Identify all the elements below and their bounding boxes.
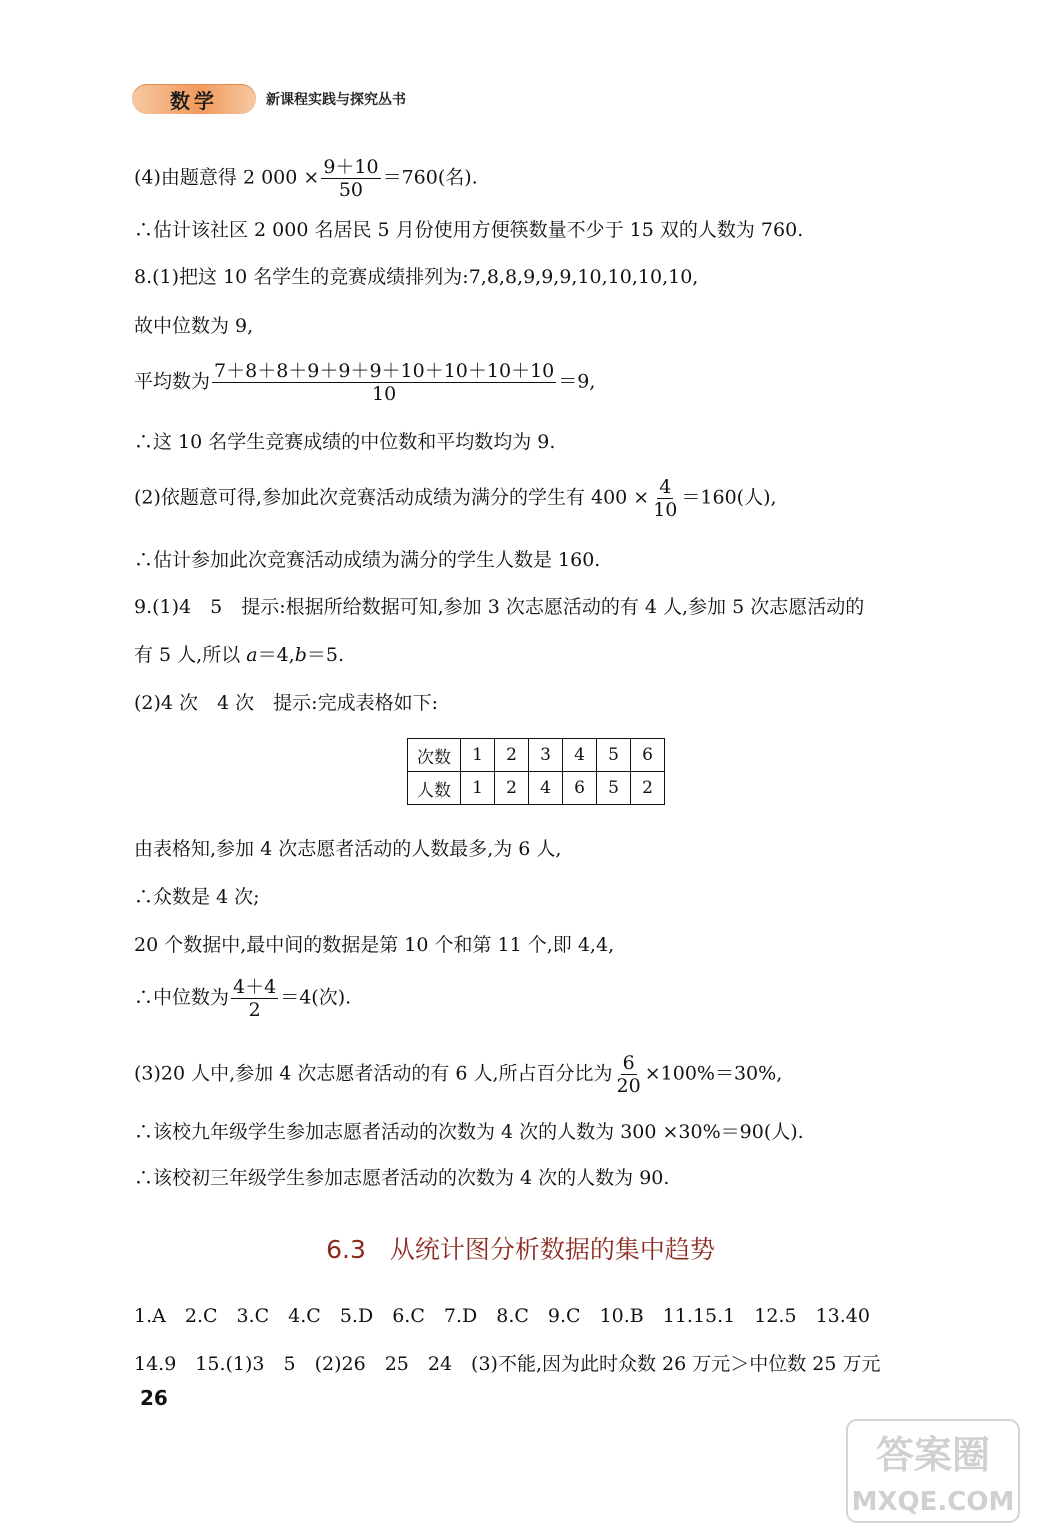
answers-line-2: 14.9 15.(1)3 5 (2)26 25 24 (3)不能,因为此时众数 26 万元＞中位数 25 万元 xyxy=(134,1353,881,1375)
q8-line-4: ∴这 10 名学生竞赛成绩的中位数和平均数均为 9. xyxy=(134,431,556,453)
table-cell: 2 xyxy=(631,772,665,805)
table-cell: 1 xyxy=(461,739,495,772)
page-number: 26 xyxy=(140,1386,168,1410)
fraction: $\frac{7+8+8+9+9+9+10+10+10+10}{10}$ xyxy=(214,360,555,405)
q8-line-2: 故中位数为 9, xyxy=(134,315,254,337)
p4-equation: (4)由题意得 2 000 × $\frac{9+10}{50}$ ＝760(名). xyxy=(134,156,478,201)
watermark-text-top: 答案圈 xyxy=(875,1433,991,1477)
q9-part-3: (3)20 人中,参加 4 次志愿者活动的有 6 人,所占百分比为 $\frac{6}{20}$ ×100%＝30%, xyxy=(134,1052,783,1097)
watermark-text-bottom: MXQE.COM xyxy=(851,1487,1015,1517)
subject-badge: 数学 xyxy=(132,84,256,114)
p4-conclusion: ∴估计该社区 2 000 名居民 5 月份使用方便筷数量不少于 15 双的人数为 760. xyxy=(134,219,804,241)
q9-line-8: ∴该校九年级学生参加志愿者活动的次数为 4 次的人数为 300 ×30%＝90(人). xyxy=(134,1121,804,1143)
table-cell: 6 xyxy=(563,772,597,805)
table-cell: 2 xyxy=(495,772,529,805)
table-cell: 6 xyxy=(631,739,665,772)
table-cell: 2 xyxy=(495,739,529,772)
fraction: $\frac{4}{10}$ xyxy=(653,476,678,521)
table-header-cell: 人数 xyxy=(408,772,461,805)
section-heading xyxy=(0,1230,1041,1266)
table-header-cell: 次数 xyxy=(408,739,461,772)
table-row xyxy=(408,739,665,772)
book-series-title: 新课程实践与探究丛书 xyxy=(266,92,406,108)
section-number: 6.3 xyxy=(326,1235,366,1264)
q8-average: 平均数为 $\frac{7+8+8+9+9+9+10+10+10+10}{10}$ ＝9, xyxy=(134,360,596,405)
section-title-text: 从统计图分析数据的集中趋势 xyxy=(389,1235,715,1264)
fraction: $\frac{9+10}{50}$ xyxy=(323,156,379,201)
fraction: $\frac{4+4}{2}$ xyxy=(233,976,277,1021)
q9-line-9: ∴该校初三年级学生参加志愿者活动的次数为 4 次的人数为 90. xyxy=(134,1167,670,1189)
q9-line-6: 20 个数据中,最中间的数据是第 10 个和第 11 个,即 4,4, xyxy=(134,934,615,956)
table-cell: 5 xyxy=(597,739,631,772)
table-cell: 3 xyxy=(529,739,563,772)
q8-line-6: ∴估计参加此次竞赛活动成绩为满分的学生人数是 160. xyxy=(134,549,601,571)
running-header xyxy=(132,82,406,116)
table-row xyxy=(408,772,665,805)
answers-line-1: 1.A 2.C 3.C 4.C 5.D 6.C 7.D 8.C 9.C 10.B 11.15.1 12.5 13.40 xyxy=(134,1305,870,1327)
q9-line-3: (2)4 次 4 次 提示:完成表格如下: xyxy=(134,692,438,714)
table-cell: 1 xyxy=(461,772,495,805)
q8-line-1: 8.(1)把这 10 名学生的竞赛成绩排列为:7,8,8,9,9,9,10,10,10,10, xyxy=(134,266,699,288)
q8-part-2: (2)依题意可得,参加此次竞赛活动成绩为满分的学生有 400 × $\frac{4}{10}$ ＝160(人), xyxy=(134,476,777,521)
q9-line-1: 9.(1)4 5 提示:根据所给数据可知,参加 3 次志愿活动的有 4 人,参加 5 次志愿活动的 xyxy=(134,596,865,618)
watermark-logo xyxy=(843,1416,1023,1526)
frequency-table xyxy=(407,738,665,805)
q9-median: ∴中位数为 $\frac{4+4}{2}$ ＝4(次). xyxy=(134,976,352,1021)
fraction: $\frac{6}{20}$ xyxy=(616,1052,641,1097)
q9-line-2: 有 5 人,所以 a＝4,b＝5. xyxy=(134,644,345,666)
table-cell: 5 xyxy=(597,772,631,805)
q9-line-5: ∴众数是 4 次; xyxy=(134,886,260,908)
table-cell: 4 xyxy=(529,772,563,805)
q9-line-4: 由表格知,参加 4 次志愿者活动的人数最多,为 6 人, xyxy=(134,838,562,860)
table-cell: 4 xyxy=(563,739,597,772)
